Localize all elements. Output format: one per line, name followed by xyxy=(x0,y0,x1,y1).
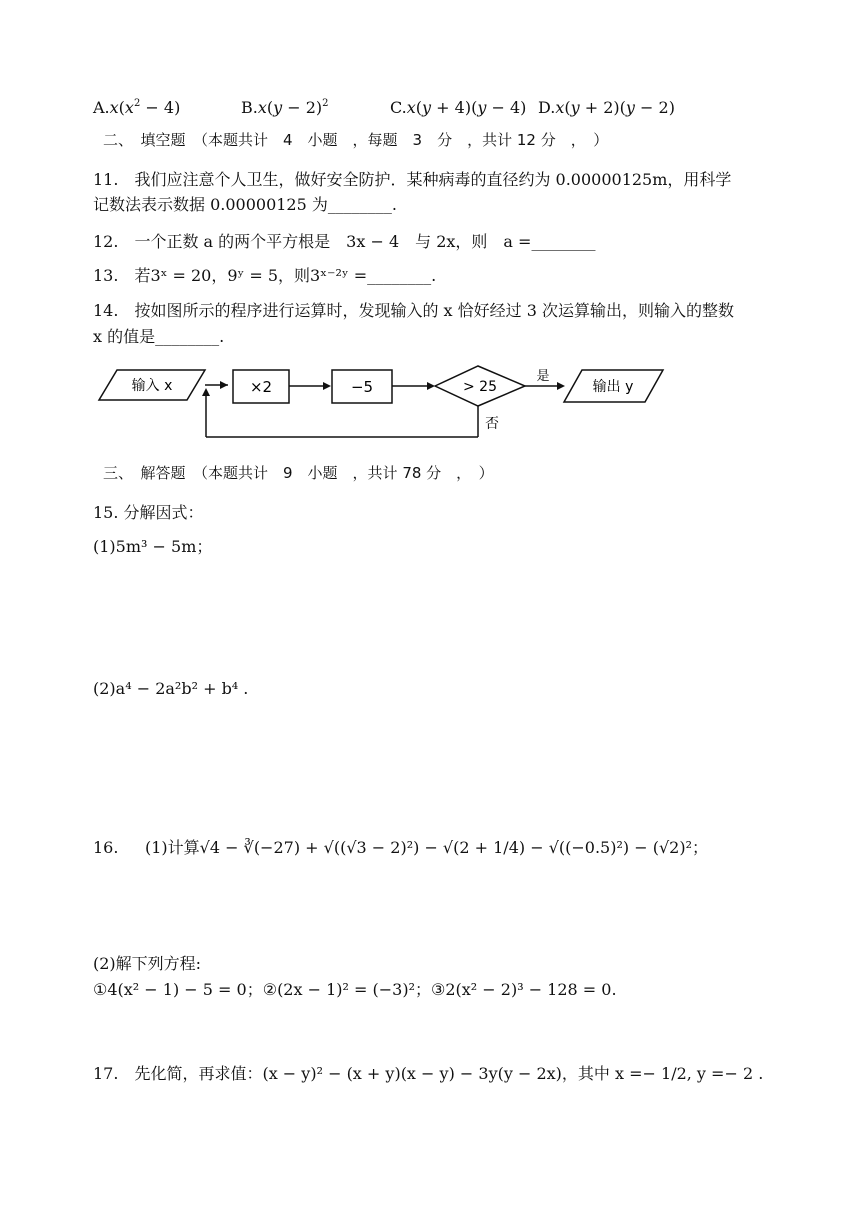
q10-option-b: $B.x(y - 2)^2$ xyxy=(241,98,329,117)
q10-option-c: C.x(y + 4)(y − 4) xyxy=(390,98,527,117)
q13-text: 13. 若3ˣ = 20，9ʸ = 5，则3ˣ⁻²ʸ =________. xyxy=(93,266,437,285)
q11-line2: 记数法表示数据 0.00000125 为________. xyxy=(93,195,397,214)
program-flowchart xyxy=(95,360,675,445)
flow-input-label: 输入 x xyxy=(131,378,173,394)
q15-part1: (1)5m³ − 5m； xyxy=(93,537,213,556)
q10-option-a: $A.x(x^2 - 4)$ xyxy=(93,98,181,117)
q15-part2: (2)a⁴ − 2a²b² + b⁴ . xyxy=(93,679,249,698)
q10-option-d: D.x(y + 2)(y − 2) xyxy=(538,98,675,117)
q14-line2: x 的值是________. xyxy=(93,327,225,346)
q14-line1: 14. 按如图所示的程序进行运算时，发现输入的 x 恰好经过 3 次运算输出，则输入的整数 xyxy=(93,301,734,320)
q15-title: 15. 分解因式： xyxy=(93,503,204,522)
flow-cond-label: > 25 xyxy=(463,379,497,395)
flow-op1-label: ×2 xyxy=(249,378,273,396)
flow-output-label: 输出 y xyxy=(592,379,634,395)
q11-line1: 11. 我们应注意个人卫生，做好安全防护．某种病毒的直径约为 0.00000125m，用科学 xyxy=(93,170,732,189)
q16-number: 16. xyxy=(93,838,119,857)
q16-part2-equations: ①4(x² − 1) − 5 = 0；②(2x − 1)² = (−3)²；③2(x² − 2)³ − 128 = 0. xyxy=(93,980,617,999)
q12-text: 12. 一个正数 a 的两个平方根是 3x − 4 与 2x，则 a =________ xyxy=(93,232,596,251)
flow-op2-label: −5 xyxy=(350,378,374,396)
flow-no-label: 否 xyxy=(485,416,499,432)
q17-text: 17. 先化简，再求值：(x − y)² − (x + y)(x − y) − 3y(y − 2x)，其中 x =− 1/2, y =− 2 . xyxy=(93,1064,764,1083)
section3-title: 三、 解答题 （本题共计 9 小题 ，共计 78 分 ， ） xyxy=(103,464,494,482)
flow-yes-label: 是 xyxy=(536,369,550,384)
q16-part1: (1)计算√4 − ∛(−27) + √((√3 − 2)²) − √(2 + 1/4) − √((−0.5)²) − (√2)²； xyxy=(145,838,708,857)
section2-title: 二、 填空题 （本题共计 4 小题 ，每题 3 分 ，共计 12 分 ， ） xyxy=(103,131,609,149)
q16-part2-title: (2)解下列方程: xyxy=(93,954,202,973)
